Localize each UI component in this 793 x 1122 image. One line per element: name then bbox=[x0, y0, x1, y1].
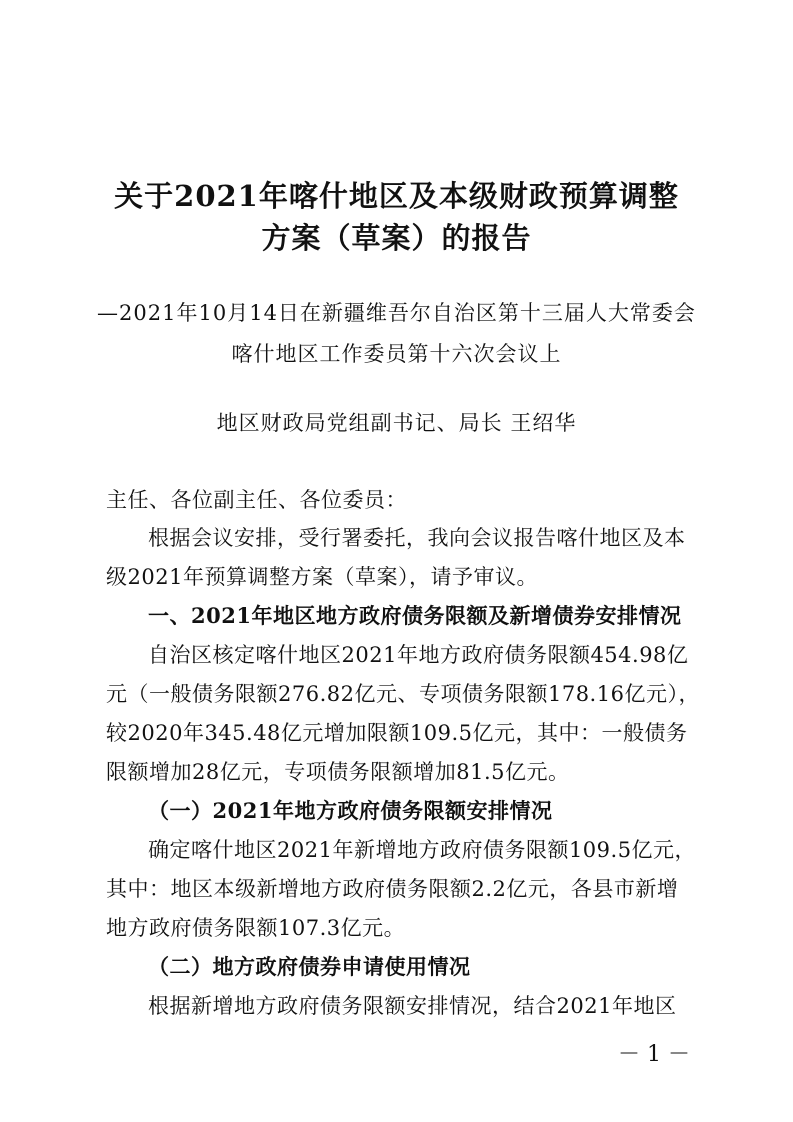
paragraph-1-line-2: 级2021年预算调整方案（草案），请予审议。 bbox=[106, 565, 538, 589]
section-heading-2: （一）2021年地方政府债务限额安排情况 bbox=[148, 798, 553, 823]
salutation: 主任、各位副主任、各位委员： bbox=[106, 488, 407, 512]
paragraph-2-line-4: 限额增加28亿元，专项债务限额增加81.5亿元。 bbox=[106, 760, 570, 784]
paragraph-3-line-2: 其中：地区本级新增地方政府债务限额2.2亿元，各县市新增 bbox=[106, 877, 679, 901]
paragraph-2-line-2: 元（一般债务限额276.82亿元、专项债务限额178.16亿元）， bbox=[106, 682, 700, 706]
meeting-info-line-2: 喀什地区工作委员第十六次会议上 bbox=[231, 342, 562, 366]
paragraph-1-line-1: 根据会议安排，受行署委托，我向会议报告喀什地区及本 bbox=[148, 526, 686, 550]
paragraph-2-line-3: 较2020年345.48亿元增加限额109.5亿元，其中：一般债务 bbox=[106, 721, 688, 745]
page-number: － 1 － bbox=[618, 1042, 690, 1067]
paragraph-2-line-1: 自治区核定喀什地区2021年地方政府债务限额454.98亿 bbox=[148, 643, 689, 667]
paragraph-3-line-3: 地方政府债务限额107.3亿元。 bbox=[106, 916, 406, 940]
document-title-line-1: 关于2021年喀什地区及本级财政预算调整 bbox=[114, 179, 679, 213]
paragraph-3-line-1: 确定喀什地区2021年新增地方政府债务限额109.5亿元， bbox=[148, 838, 697, 862]
speaker-line: 地区财政局党组副书记、局长 王绍华 bbox=[216, 411, 577, 435]
document-title-line-2: 方案（草案）的报告 bbox=[261, 221, 532, 255]
section-heading-3: （二）地方政府债券申请使用情况 bbox=[148, 954, 471, 979]
paragraph-4-line-1: 根据新增地方政府债务限额安排情况，结合2021年地区 bbox=[148, 994, 677, 1018]
meeting-info-line-1: —2021年10月14日在新疆维吾尔自治区第十三届人大常委会 bbox=[97, 301, 696, 325]
section-heading-1: 一、2021年地区地方政府债务限额及新增债券安排情况 bbox=[148, 603, 682, 628]
